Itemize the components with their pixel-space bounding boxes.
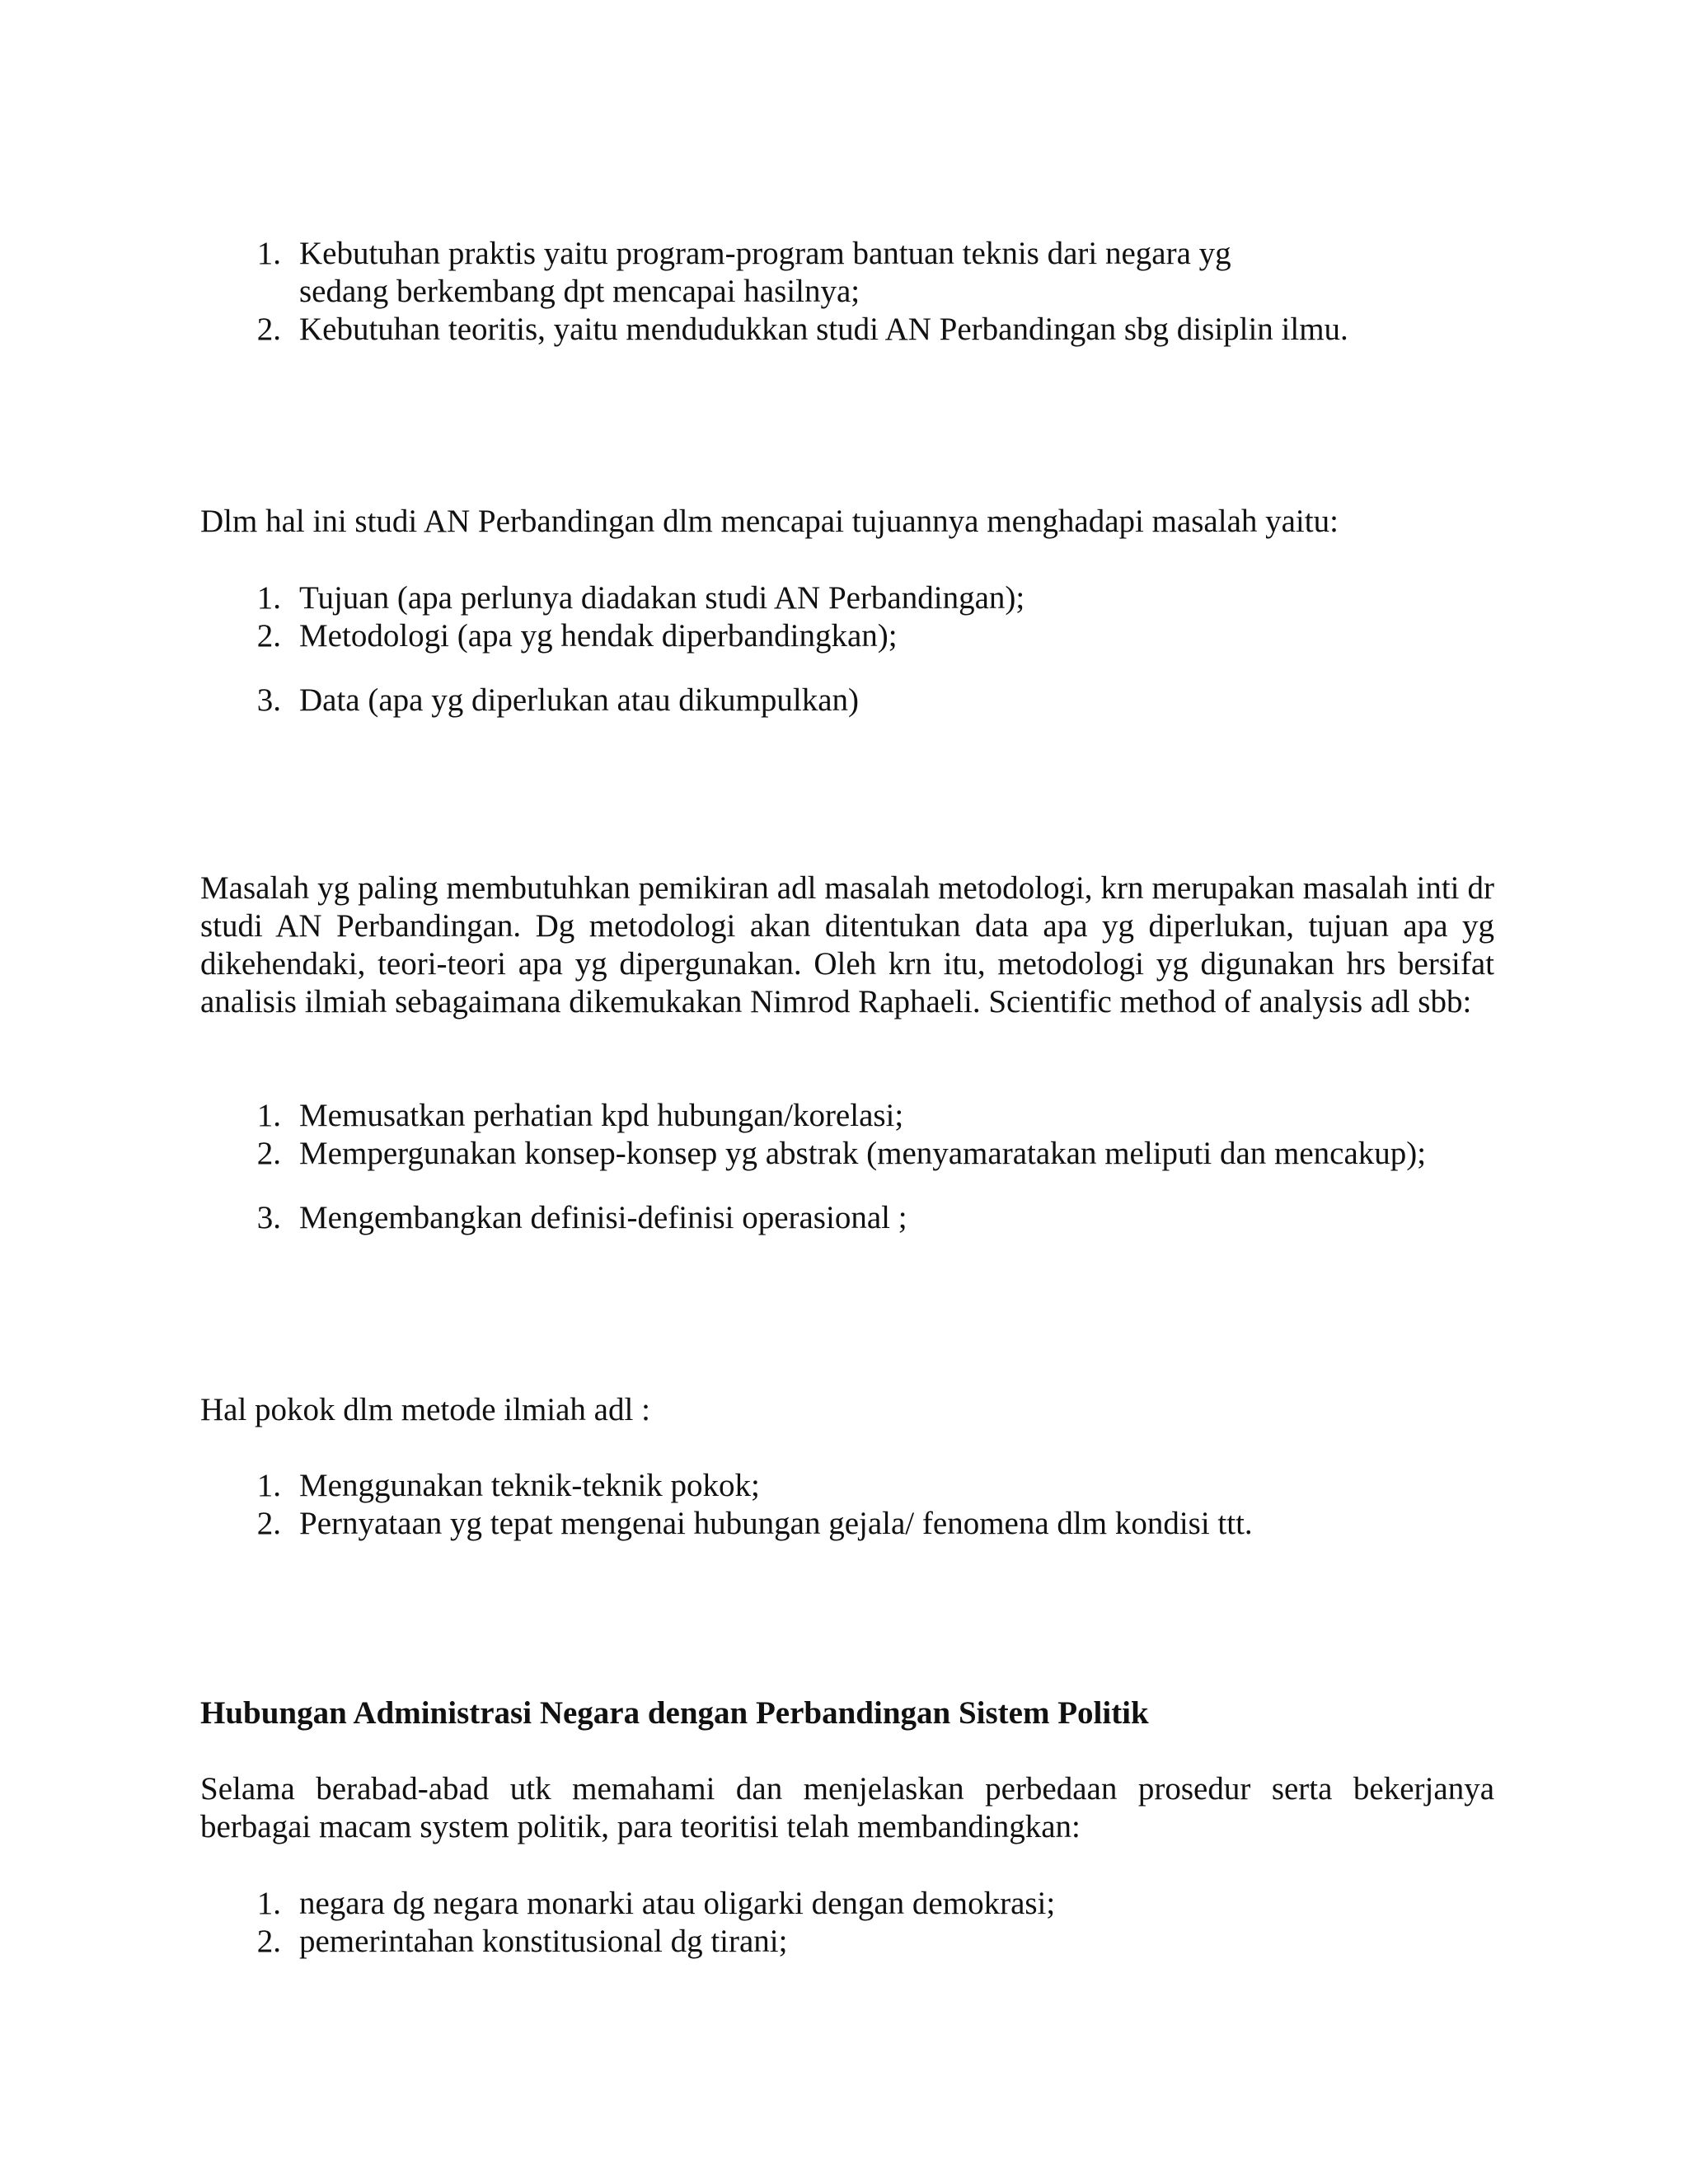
list-number: 2. [256,1506,281,1541]
list-number: 2. [256,1136,281,1171]
list-number: 1. [256,580,281,616]
list-text: Pernyataan yg tepat mengenai hubungan gejala/ fenomena dlm kondisi ttt. [299,1506,1253,1541]
list-item [200,1923,1494,1961]
list-item [200,1199,1494,1237]
paragraph-sistem-politik [200,1770,1494,1846]
list-item [200,1467,1494,1505]
list-text: Menggunakan teknik-teknik pokok; [299,1468,760,1503]
section-heading [200,1694,1494,1732]
heading-text: Hubungan Administrasi Negara dengan Perbandingan Sistem Politik [200,1695,1149,1731]
list-number: 1. [256,1098,281,1133]
list-item [200,617,1494,655]
list-text: Kebutuhan praktis yaitu program-program bantuan teknis dari negara yg sedang berkembang dpt mencapai hasilnya; [299,236,1231,309]
list-item [200,1505,1494,1543]
list-kebutuhan [200,235,1494,349]
paragraph-hal-pokok [200,1391,1494,1429]
list-item [200,1885,1494,1923]
list-item [200,311,1494,349]
list-text: Tujuan (apa perlunya diadakan studi AN Perbandingan); [299,580,1025,616]
list-item [200,1097,1494,1135]
list-text: Kebutuhan teoritis, yaitu mendudukkan studi AN Perbandingan sbg disiplin ilmu. [299,312,1348,347]
list-number: 2. [256,312,281,347]
paragraph-metodologi [200,869,1494,1021]
list-hal-pokok [200,1467,1494,1543]
list-text: pemerintahan konstitusional dg tirani; [299,1924,788,1959]
paragraph-masalah-intro [200,503,1494,541]
list-item [200,235,1494,311]
list-masalah [200,579,1494,719]
list-text: Memusatkan perhatian kpd hubungan/korelasi; [299,1098,904,1133]
list-text: Data (apa yg diperlukan atau dikumpulkan) [299,682,860,718]
list-perbandingan [200,1885,1494,1961]
paragraph-text: Selama berabad-abad utk memahami dan menjelaskan perbedaan prosedur serta bekerjanya berbagai macam system politik, para teoritisi telah membandingkan: [200,1771,1494,1844]
list-text: Mempergunakan konsep-konsep yg abstrak (menyamaratakan meliputi dan mencakup); [299,1136,1427,1171]
list-number: 2. [256,618,281,654]
list-number: 1. [256,236,281,271]
list-number: 3. [256,1200,281,1235]
list-number: 1. [256,1468,281,1503]
paragraph-text: Hal pokok dlm metode ilmiah adl : [200,1392,650,1427]
list-text: negara dg negara monarki atau oligarki dengan demokrasi; [299,1886,1056,1921]
list-text: Mengembangkan definisi-definisi operasional ; [299,1200,907,1235]
paragraph-text: Masalah yg paling membutuhkan pemikiran adl masalah metodologi, krn merupakan masalah inti dr studi AN Perbandingan. Dg metodologi akan ditentukan data apa yg diperlukan, tujuan apa yg dikehendaki, teori-teori apa yg dipergunakan. Oleh krn itu, metodologi yg digunakan hrs bersifat analisis ilmiah sebagaimana dikemukakan Nimrod Raphaeli. Scientific method of analysis adl sbb: [200,870,1494,1019]
list-number: 3. [256,682,281,718]
list-number: 1. [256,1886,281,1921]
list-item [200,579,1494,617]
list-number: 2. [256,1924,281,1959]
paragraph-text: Dlm hal ini studi AN Perbandingan dlm mencapai tujuannya menghadapi masalah yaitu: [200,504,1339,539]
list-item [200,682,1494,719]
list-text: Metodologi (apa yg hendak diperbandingkan); [299,618,898,654]
list-scientific-method [200,1097,1494,1237]
list-item [200,1135,1494,1173]
